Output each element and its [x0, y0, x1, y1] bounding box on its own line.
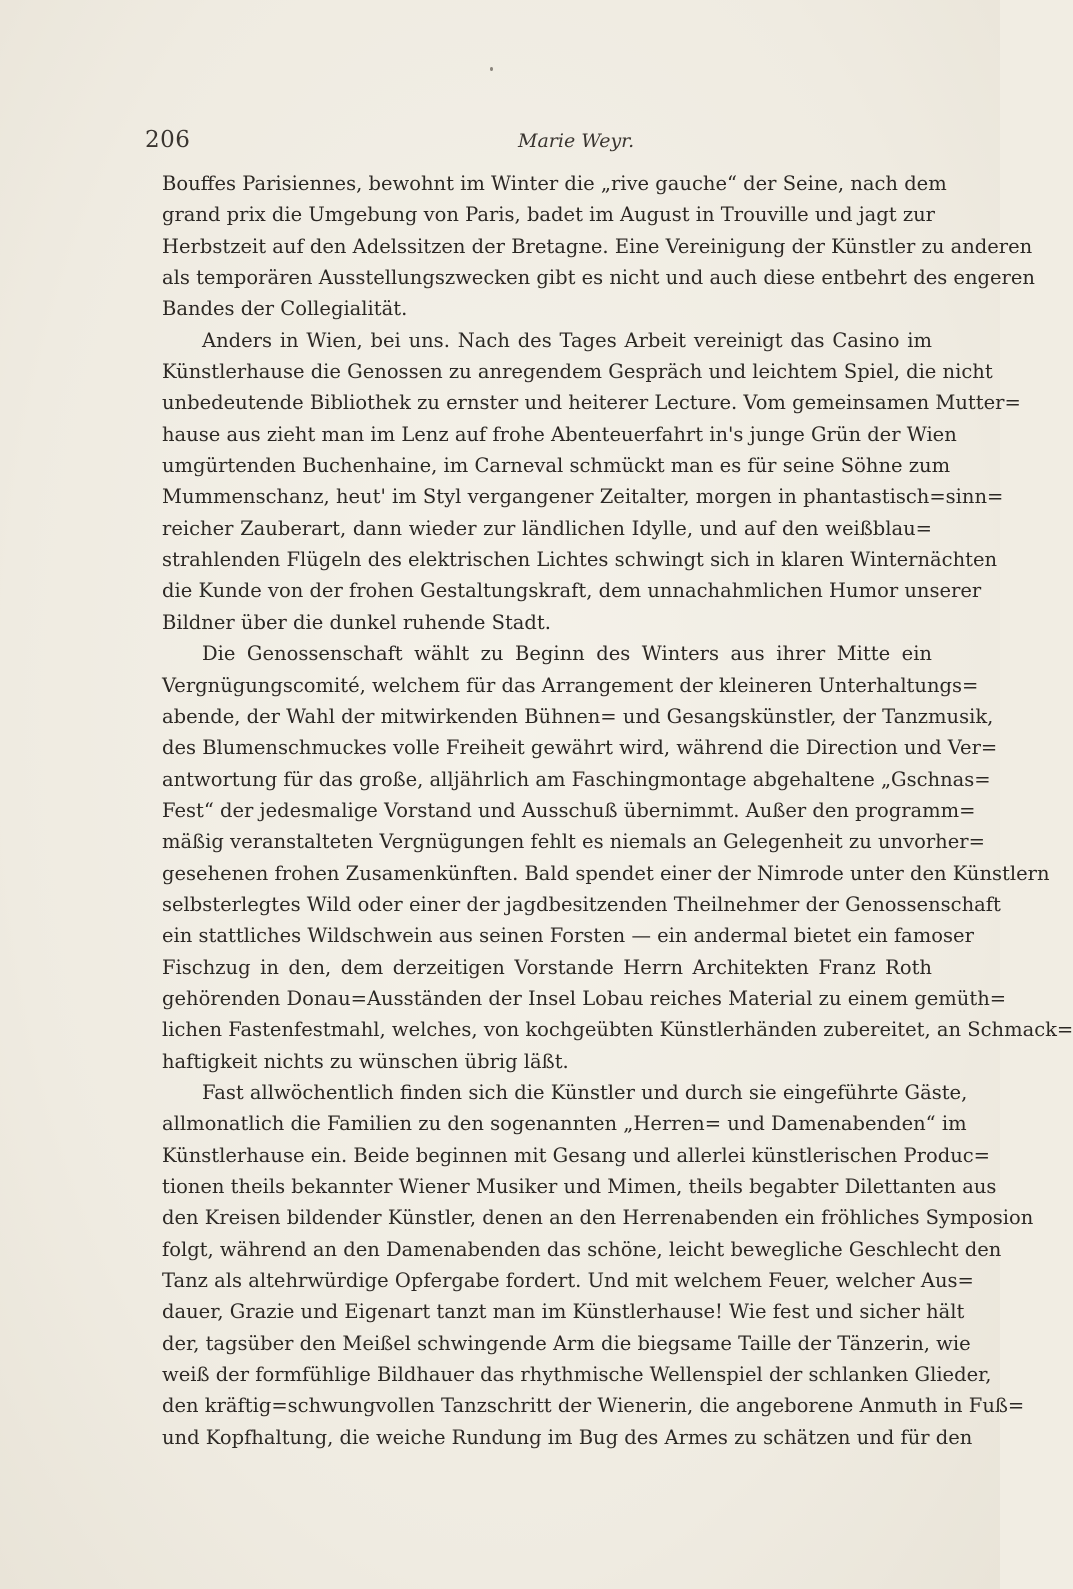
text-line: lichen Fastenfestmahl, welches, von kochgeübten Künstlerhänden zubereitet, an Schmack= — [162, 1018, 1073, 1042]
text-line: als temporären Ausstellungszwecken gibt es nicht und auch diese entbehrt des engeren — [162, 266, 1035, 290]
text-line: folgt, während an den Damenabenden das schöne, leicht bewegliche Geschlecht den — [162, 1237, 1002, 1261]
text-line: Mummenschanz, heut' im Styl vergangener Zeitalter, morgen in phantastisch=sinn= — [162, 485, 1004, 509]
text-line: antwortung für das große, alljährlich am Faschingmontage abgehaltene „Gschnas= — [162, 767, 991, 791]
paper-speck — [490, 67, 493, 71]
text-line: des Blumenschmuckes volle Freiheit gewährt wird, während die Direction und Ver= — [162, 736, 998, 760]
text-line: gesehenen frohen Zusamenkünften. Bald spendet einer der Nimrode unter den Künstlern — [162, 861, 1050, 885]
text-line: Vergnügungscomité, welchem für das Arrangement der kleineren Unterhaltungs= — [162, 673, 979, 697]
text-line: weiß der formfühlige Bildhauer das rhythmische Wellenspiel der schlanken Glieder, — [162, 1363, 992, 1387]
running-header — [145, 127, 935, 161]
page-number: 206 — [145, 127, 191, 153]
text-line: Die Genossenschaft wählt zu Beginn des Winters aus ihrer Mitte ein — [202, 642, 932, 666]
text-line: Künstlerhause ein. Beide beginnen mit Gesang und allerlei künstlerischen Produc= — [162, 1143, 991, 1167]
text-line: reicher Zauberart, dann wieder zur ländlichen Idylle, und auf den weißblau= — [162, 516, 932, 540]
text-line: Fischzug in den, dem derzeitigen Vorstande Herrn Architekten Franz Roth — [162, 955, 932, 979]
text-line: grand prix die Umgebung von Paris, badet im August in Trouville und jagt zur — [162, 203, 935, 227]
text-line: Herbstzeit auf den Adelssitzen der Bretagne. Eine Vereinigung der Künstler zu anderen — [162, 234, 1033, 258]
text-line: mäßig veranstalteten Vergnügungen fehlt es niemals an Gelegenheit zu unvorher= — [162, 830, 985, 854]
text-line: ein stattliches Wildschwein aus seinen Forsten — ein andermal bietet ein famoser — [162, 924, 974, 948]
text-line: tionen theils bekannter Wiener Musiker und Mimen, theils begabter Dilettanten aus — [162, 1175, 997, 1198]
text-line: Bouffes Parisiennes, bewohnt im Winter die „rive gauche“ der Seine, nach dem — [162, 172, 947, 195]
text-line: Fast allwöchentlich finden sich die Künstler und durch sie eingeführte Gäste, — [202, 1080, 968, 1104]
text-line: abende, der Wahl der mitwirkenden Bühnen= und Gesangskünstler, der Tanzmusik, — [162, 704, 994, 728]
text-line: dauer, Grazie und Eigenart tanzt man im Künstlerhause! Wie fest und sicher hält — [162, 1300, 965, 1324]
body-text — [162, 168, 1073, 1453]
text-line: Fest“ der jedesmalige Vorstand und Ausschuß übernimmt. Außer den programm= — [162, 798, 976, 822]
text-line: Anders in Wien, bei uns. Nach des Tages Arbeit vereinigt das Casino im — [202, 328, 932, 352]
text-line: haftigkeit nichts zu wünschen übrig läßt. — [162, 1049, 569, 1073]
text-line: gehörenden Donau=Ausständen der Insel Lobau reiches Material zu einem gemüth= — [162, 986, 1007, 1010]
text-line: Künstlerhause die Genossen zu anregendem Gespräch und leichtem Spiel, die nicht — [162, 360, 993, 384]
text-line: unbedeutende Bibliothek zu ernster und heiterer Lecture. Vom gemeinsamen Mutter= — [162, 391, 1021, 415]
running-title: Marie Weyr. — [518, 130, 635, 152]
text-line: Bandes der Collegialität. — [162, 297, 408, 321]
text-line: hause aus zieht man im Lenz auf frohe Abenteuerfahrt in's junge Grün der Wien — [162, 422, 957, 446]
text-line: selbsterlegtes Wild oder einer der jagdbesitzenden Theilnehmer der Genossenschaft — [162, 892, 1001, 916]
text-line: umgürtenden Buchenhaine, im Carneval schmückt man es für seine Söhne zum — [162, 454, 951, 478]
text-line: und Kopfhaltung, die weiche Rundung im Bug des Armes zu schätzen und für den — [162, 1425, 973, 1449]
text-line: den kräftig=schwungvollen Tanzschritt der Wienerin, die angeborene Anmuth in Fuß= — [162, 1394, 1025, 1418]
text-line: allmonatlich die Familien zu den sogenannten „Herren= und Damenabenden“ im — [162, 1112, 967, 1136]
text-line: der, tagsüber den Meißel schwingende Arm die biegsame Taille der Tänzerin, wie — [162, 1331, 971, 1355]
text-line: Bildner über die dunkel ruhende Stadt. — [162, 610, 551, 634]
text-line: strahlenden Flügeln des elektrischen Lichtes schwingt sich in klaren Winternächten — [162, 548, 998, 572]
text-line: die Kunde von der frohen Gestaltungskraft, dem unnachahmlichen Humor unserer — [162, 579, 982, 603]
text-line: Tanz als altehrwürdige Opfergabe fordert. Und mit welchem Feuer, welcher Aus= — [162, 1269, 974, 1293]
text-line: den Kreisen bildender Künstler, denen an den Herrenabenden ein fröhliches Symposion — [162, 1206, 1034, 1230]
